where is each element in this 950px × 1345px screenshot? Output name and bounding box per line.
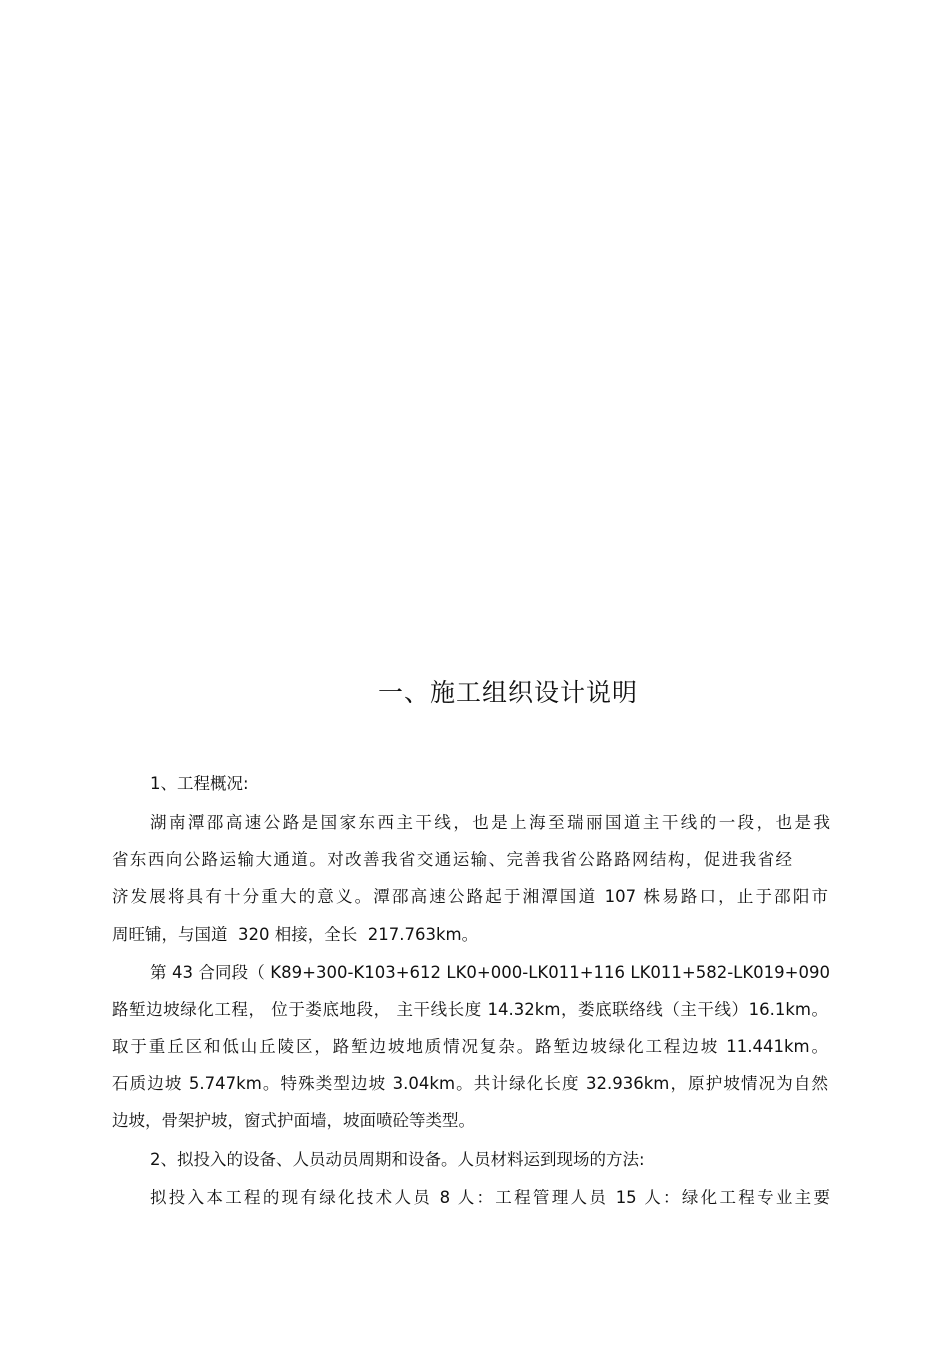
paragraph-line: 取于重丘区和低山丘陵区，路堑边坡地质情况复杂。路堑边坡绿化工程边坡 11.441km。 xyxy=(112,1037,828,1056)
paragraph-line: 湖南潭邵高速公路是国家东西主干线，也是上海至瑞丽国道主干线的一段，也是我 xyxy=(150,813,830,832)
paragraph-line: 边坡，骨架护坡，窗式护面墙，坡面喷砼等类型。 xyxy=(112,1111,475,1130)
paragraph-line: 省东西向公路运输大通道。对改善我省交通运输、完善我省公路路网结构，促进我省经 xyxy=(112,850,792,869)
section-heading-equipment: 2、拟投入的设备、人员动员周期和设备。人员材料运到现场的方法: xyxy=(150,1150,645,1169)
paragraph-line: 第 43 合同段（ K89+300-K103+612 LK0+000-LK011+116 LK011+582-LK019+090 xyxy=(150,963,830,982)
paragraph-line: 周旺铺，与国道 320 相接，全长 217.763km。 xyxy=(112,925,479,944)
paragraph-line: 拟投入本工程的现有绿化技术人员 8 人：工程管理人员 15 人：绿化工程专业主要 xyxy=(150,1188,830,1207)
section-heading-overview: 1、工程概况: xyxy=(150,774,249,793)
paragraph-line: 石质边坡 5.747km。特殊类型边坡 3.04km。共计绿化长度 32.936km，原护坡情况为自然 xyxy=(112,1074,828,1093)
paragraph-line: 路堑边坡绿化工程， 位于娄底地段， 主干线长度 14.32km，娄底联络线（主干线）16.1km。 xyxy=(112,1000,828,1019)
paragraph-line: 济发展将具有十分重大的意义。潭邵高速公路起于湘潭国道 107 株易路口，止于邵阳市 xyxy=(112,887,828,906)
document-title: 一、施工组织设计说明 xyxy=(377,678,638,707)
